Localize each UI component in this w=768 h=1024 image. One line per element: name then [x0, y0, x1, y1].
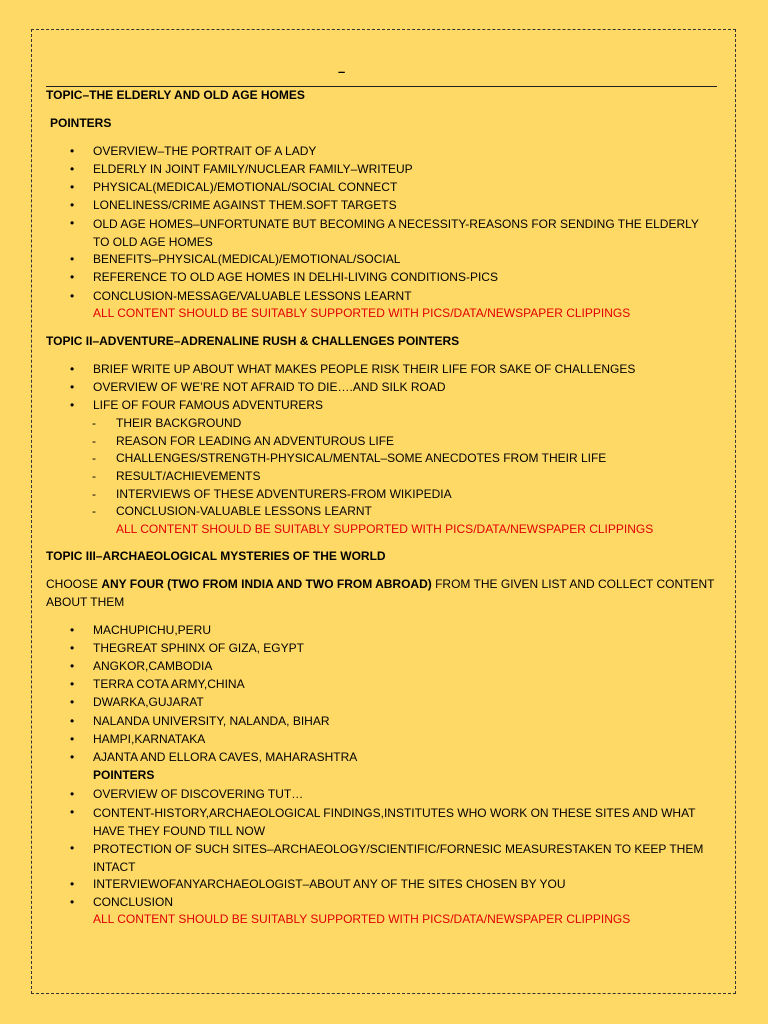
bullet-icon: • [70, 144, 75, 158]
sub-list-item: CONCLUSION-VALUABLE LESSONS LEARNT [116, 504, 372, 518]
bullet-icon: • [70, 198, 75, 212]
list-item: BENEFITS–PHYSICAL(MEDICAL)/EMOTIONAL/SOCIAL [93, 252, 401, 266]
instructions-suffix: FROM THE GIVEN LIST AND COLLECT CONTENT ABOUT THEM [46, 577, 715, 609]
list-item: PROTECTION OF SUCH SITES–ARCHAEOLOGY/SCIENTIFIC/FORNESIC MEASURESTAKEN TO KEEP THEM INTACT [93, 842, 704, 874]
list-item: ANGKOR,CAMBODIA [93, 659, 213, 673]
sub-list-item: INTERVIEWS OF THESE ADVENTURERS-FROM WIKIPEDIA [116, 487, 452, 501]
bullet-icon: • [70, 895, 75, 909]
bullet-icon: • [70, 877, 75, 891]
instructions-bold: ANY FOUR (TWO FROM INDIA AND TWO FROM ABROAD) [101, 577, 432, 591]
bullet-icon: • [70, 714, 75, 728]
topic1-title: TOPIC–THE ELDERLY AND OLD AGE HOMES [46, 88, 305, 102]
list-item: NALANDA UNIVERSITY, NALANDA, BIHAR [93, 714, 330, 728]
topic3-title: TOPIC III–ARCHAEOLOGICAL MYSTERIES OF THE WORLD [46, 549, 386, 563]
list-item: CONTENT-HISTORY,ARCHAEOLOGICAL FINDINGS,INSTITUTES WHO WORK ON THESE SITES AND WHAT HAVE THEY FOUND TILL NOW [93, 806, 696, 838]
list-item: AJANTA AND ELLORA CAVES, MAHARASHTRA [93, 750, 358, 764]
bullet-icon: • [70, 162, 75, 176]
list-item: BRIEF WRITE UP ABOUT WHAT MAKES PEOPLE RISK THEIR LIFE FOR SAKE OF CHALLENGES [93, 362, 636, 376]
list-item: INTERVIEWOFANYARCHAEOLOGIST–ABOUT ANY OF THE SITES CHOSEN BY YOU [93, 877, 566, 891]
list-item: CONCLUSION [93, 895, 174, 909]
bullet-icon: • [70, 805, 75, 819]
bullet-icon: • [70, 180, 75, 194]
header-dash: – [338, 64, 346, 79]
bullet-icon: • [70, 216, 75, 230]
support-note: ALL CONTENT SHOULD BE SUITABLY SUPPORTED WITH PICS/DATA/NEWSPAPER CLIPPINGS [93, 306, 631, 320]
list-item: OVERVIEW OF WE’RE NOT AFRAID TO DIE….AND SILK ROAD [93, 380, 446, 394]
sub-list-item: THEIR BACKGROUND [116, 416, 242, 430]
topic3-pointers-label: POINTERS [93, 768, 155, 782]
sub-list-item: CHALLENGES/STRENGTH-PHYSICAL/MENTAL–SOME ANECDOTES FROM THEIR LIFE [116, 451, 607, 465]
list-item: TERRA COTA ARMY,CHINA [93, 677, 245, 691]
sub-list-item: RESULT/ACHIEVEMENTS [116, 469, 261, 483]
bullet-icon: • [70, 289, 75, 303]
bullet-icon: • [70, 623, 75, 637]
bullet-icon: • [70, 750, 75, 764]
list-item: OLD AGE HOMES–UNFORTUNATE BUT BECOMING A NECESSITY-REASONS FOR SENDING THE ELDERLY TO OLD AGE HOMES [93, 217, 699, 249]
dash-icon: - [92, 434, 96, 448]
list-item: REFERENCE TO OLD AGE HOMES IN DELHI-LIVING CONDITIONS-PICS [93, 270, 498, 284]
topic1-pointers-label: POINTERS [50, 116, 112, 130]
topic2-title: TOPIC II–ADVENTURE–ADRENALINE RUSH & CHALLENGES POINTERS [46, 334, 460, 348]
dash-icon: - [92, 504, 96, 518]
list-item: LIFE OF FOUR FAMOUS ADVENTURERS [93, 398, 324, 412]
dash-icon: - [92, 487, 96, 501]
support-note: ALL CONTENT SHOULD BE SUITABLY SUPPORTED WITH PICS/DATA/NEWSPAPER CLIPPINGS [116, 522, 654, 536]
list-item: LONELINESS/CRIME AGAINST THEM.SOFT TARGETS [93, 198, 397, 212]
list-item: PHYSICAL(MEDICAL)/EMOTIONAL/SOCIAL CONNECT [93, 180, 398, 194]
list-item: THEGREAT SPHINX OF GIZA, EGYPT [93, 641, 304, 655]
bullet-icon: • [70, 841, 75, 855]
topic3-instructions [46, 575, 726, 611]
bullet-icon: • [70, 362, 75, 376]
sub-list-item: REASON FOR LEADING AN ADVENTUROUS LIFE [116, 434, 395, 448]
list-item: OVERVIEW OF DISCOVERING TUT… [93, 787, 304, 801]
dash-icon: - [92, 451, 96, 465]
bullet-icon: • [70, 787, 75, 801]
dash-icon: - [92, 469, 96, 483]
bullet-icon: • [70, 659, 75, 673]
bullet-icon: • [70, 270, 75, 284]
list-item: HAMPI,KARNATAKA [93, 732, 206, 746]
bullet-icon: • [70, 380, 75, 394]
list-item: OVERVIEW–THE PORTRAIT OF A LADY [93, 144, 317, 158]
list-item: ELDERLY IN JOINT FAMILY/NUCLEAR FAMILY–WRITEUP [93, 162, 413, 176]
instructions-prefix: CHOOSE [46, 577, 102, 591]
bullet-icon: • [70, 732, 75, 746]
dash-icon: - [92, 416, 96, 430]
list-item: MACHUPICHU,PERU [93, 623, 212, 637]
bullet-icon: • [70, 695, 75, 709]
list-item: CONCLUSION-MESSAGE/VALUABLE LESSONS LEARNT [93, 289, 412, 303]
bullet-icon: • [70, 252, 75, 266]
list-item: DWARKA,GUJARAT [93, 695, 204, 709]
bullet-icon: • [70, 677, 75, 691]
bullet-icon: • [70, 398, 75, 412]
support-note: ALL CONTENT SHOULD BE SUITABLY SUPPORTED WITH PICS/DATA/NEWSPAPER CLIPPINGS [93, 912, 631, 926]
bullet-icon: • [70, 641, 75, 655]
